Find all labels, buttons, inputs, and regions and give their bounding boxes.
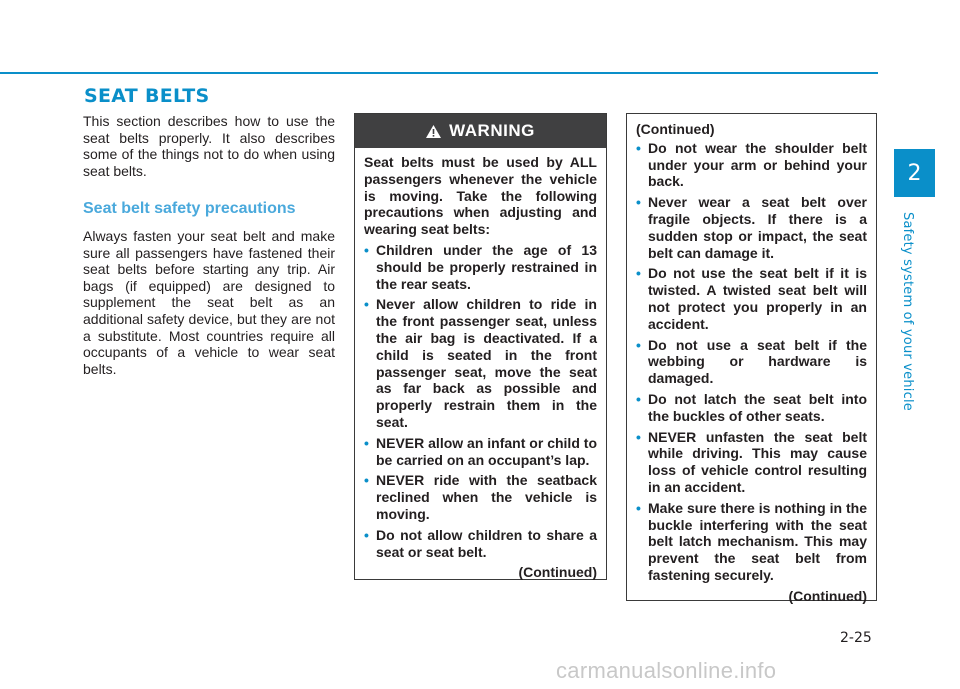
page-number: 2-25: [840, 630, 872, 646]
warning-bullet-list: [364, 242, 597, 560]
warning-continued: (Continued): [518, 564, 597, 581]
bullet-dot-icon: •: [364, 241, 369, 258]
subsection-title: Seat belt safety precautions: [83, 200, 296, 217]
continued-bullet: • Do not use the seat belt if it is twisted. A twisted seat belt will not protect you properly in an accident.: [636, 265, 867, 332]
continued-bullet: • NEVER unfasten the seat belt while driving. This may cause loss of vehicle control resulting in an accident.: [636, 428, 867, 495]
bullet-dot-icon: •: [636, 390, 641, 407]
bullet-dot-icon: •: [636, 499, 641, 516]
warning-header-label: WARNING: [449, 120, 535, 140]
bullet-dot-icon: •: [364, 296, 369, 313]
continued-bullet: • Make sure there is nothing in the buckle interfering with the seat belt latch mechanism. This may prevent the seat belt from fastening securely.: [636, 499, 867, 583]
bullet-dot-icon: •: [636, 139, 641, 156]
bullet-dot-icon: •: [364, 526, 369, 543]
warning-triangle-icon: [426, 125, 441, 138]
watermark: carmanualsonline.info: [556, 658, 777, 683]
bullet-dot-icon: •: [636, 428, 641, 445]
warning-bullet: • Never allow children to ride in the front passenger seat, unless the air bag is deactivated. If a child is seated in the front passenger seat, move the seat as far back as possible and properly restrain them in the seat.: [364, 296, 597, 430]
warning-bullet: • NEVER ride with the seatback reclined when the vehicle is moving.: [364, 472, 597, 522]
section-title: SEAT BELTS: [84, 85, 210, 107]
continued-bottom-label: (Continued): [788, 587, 867, 604]
warning-box: [354, 113, 607, 580]
warning-bullet: • Children under the age of 13 should be properly restrained in the rear seats.: [364, 241, 597, 292]
chapter-number-tab: 2: [894, 149, 935, 197]
continued-bullet: • Do not wear the shoulder belt under your arm or behind your back.: [636, 139, 867, 190]
bullet-dot-icon: •: [636, 265, 641, 282]
warning-bullet: • Do not allow children to share a seat or seat belt.: [364, 526, 597, 560]
warning-bullet: • NEVER allow an infant or child to be carried on an occupant’s lap.: [364, 434, 597, 468]
top-rule: [0, 72, 878, 74]
bullet-dot-icon: •: [636, 336, 641, 353]
bullet-dot-icon: •: [364, 472, 369, 489]
chapter-title: Safety system of your vehicle: [900, 212, 915, 411]
warning-content: [355, 148, 606, 581]
continued-bullet-list: [636, 140, 867, 584]
intro-paragraph: This section describes how to use the seat belts properly. It also describes some of the things not to do when using seat belts.: [83, 113, 335, 179]
continued-top-label: (Continued): [636, 121, 715, 137]
continued-content: [627, 114, 876, 605]
warning-header: [355, 114, 606, 148]
continued-box: [626, 113, 877, 604]
bullet-dot-icon: •: [636, 194, 641, 211]
continued-bullet: • Never wear a seat belt over fragile objects. If there is a sudden stop or impact, the seat belt can damage it.: [636, 194, 867, 261]
continued-bullet: • Do not use a seat belt if the webbing or hardware is damaged.: [636, 336, 867, 387]
bullet-dot-icon: •: [364, 434, 369, 451]
subsection-body: Always fasten your seat belt and make sure all passengers have fastened their seat belts before starting any trip. Air bags (if equipped) are designed to supplement the seat belt as an additional safety device, but they are not a substitute. Most countries require all occupants of a vehicle to wear seat belts.: [83, 228, 335, 377]
continued-bullet: • Do not latch the seat belt into the buckles of other seats.: [636, 390, 867, 424]
warning-lead: Seat belts must be used by ALL passengers whenever the vehicle is moving. Take the following precautions when adjusting and wearing seat belts:: [364, 154, 597, 238]
